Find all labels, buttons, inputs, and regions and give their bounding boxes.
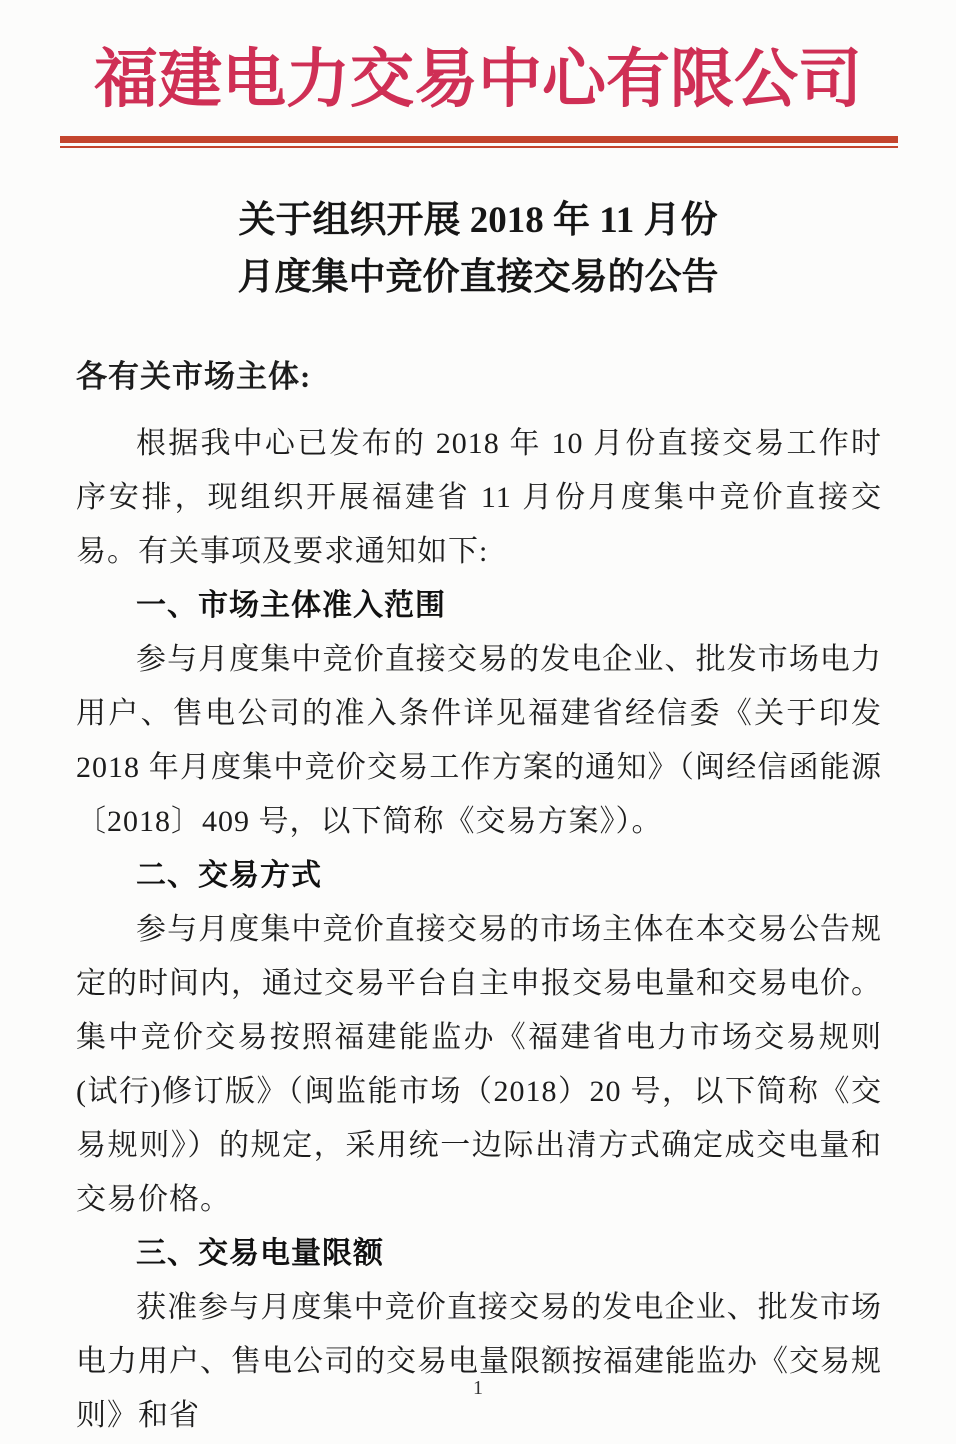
section-1-heading: 一、市场主体准入范围 <box>136 589 446 623</box>
document-body <box>76 350 882 1443</box>
document-title-line-2: 月度集中竞价直接交易的公告 <box>237 257 719 299</box>
document-title <box>0 192 956 306</box>
letterhead-rule-thin <box>60 146 898 148</box>
section-3-heading: 三、交易电量限额 <box>136 1237 384 1271</box>
letterhead-company-name: 福建电力交易中心有限公司 <box>94 44 862 115</box>
intro-paragraph: 根据我中心已发布的 2018 年 10 月份直接交易工作时序安排，现组织开展福建省 11 月份月度集中竞价直接交易。有关事项及要求通知如下: <box>76 427 882 569</box>
section-2-paragraph: 参与月度集中竞价直接交易的市场主体在本交易公告规定的时间内，通过交易平台自主申报交易电量和交易电价。集中竞价交易按照福建能监办《福建省电力市场交易规则(试行)修订版》（闽监能市场（2018）20 号，以下简称《交易规则》）的规定，采用统一边际出清方式确定成交电量和交易价格。 <box>76 913 882 1217</box>
letterhead-rule-thick <box>60 136 898 143</box>
section-1-paragraph: 参与月度集中竞价直接交易的发电企业、批发市场电力用户、售电公司的准入条件详见福建省经信委《关于印发 2018 年月度集中竞价交易工作方案的通知》（闽经信函能源〔2018〕409 号，以下简称《交易方案》）。 <box>76 643 882 839</box>
document-title-line-1: 关于组织开展 2018 年 11 月份 <box>238 200 718 242</box>
letterhead-divider <box>60 136 898 148</box>
section-3-paragraph: 获准参与月度集中竞价直接交易的发电企业、批发市场电力用户、售电公司的交易电量限额按福建能监办《交易规则》和省 <box>76 1291 882 1433</box>
salutation: 各有关市场主体: <box>76 359 312 395</box>
page-number: 1 <box>473 1377 483 1399</box>
section-2-heading: 二、交易方式 <box>136 859 322 893</box>
